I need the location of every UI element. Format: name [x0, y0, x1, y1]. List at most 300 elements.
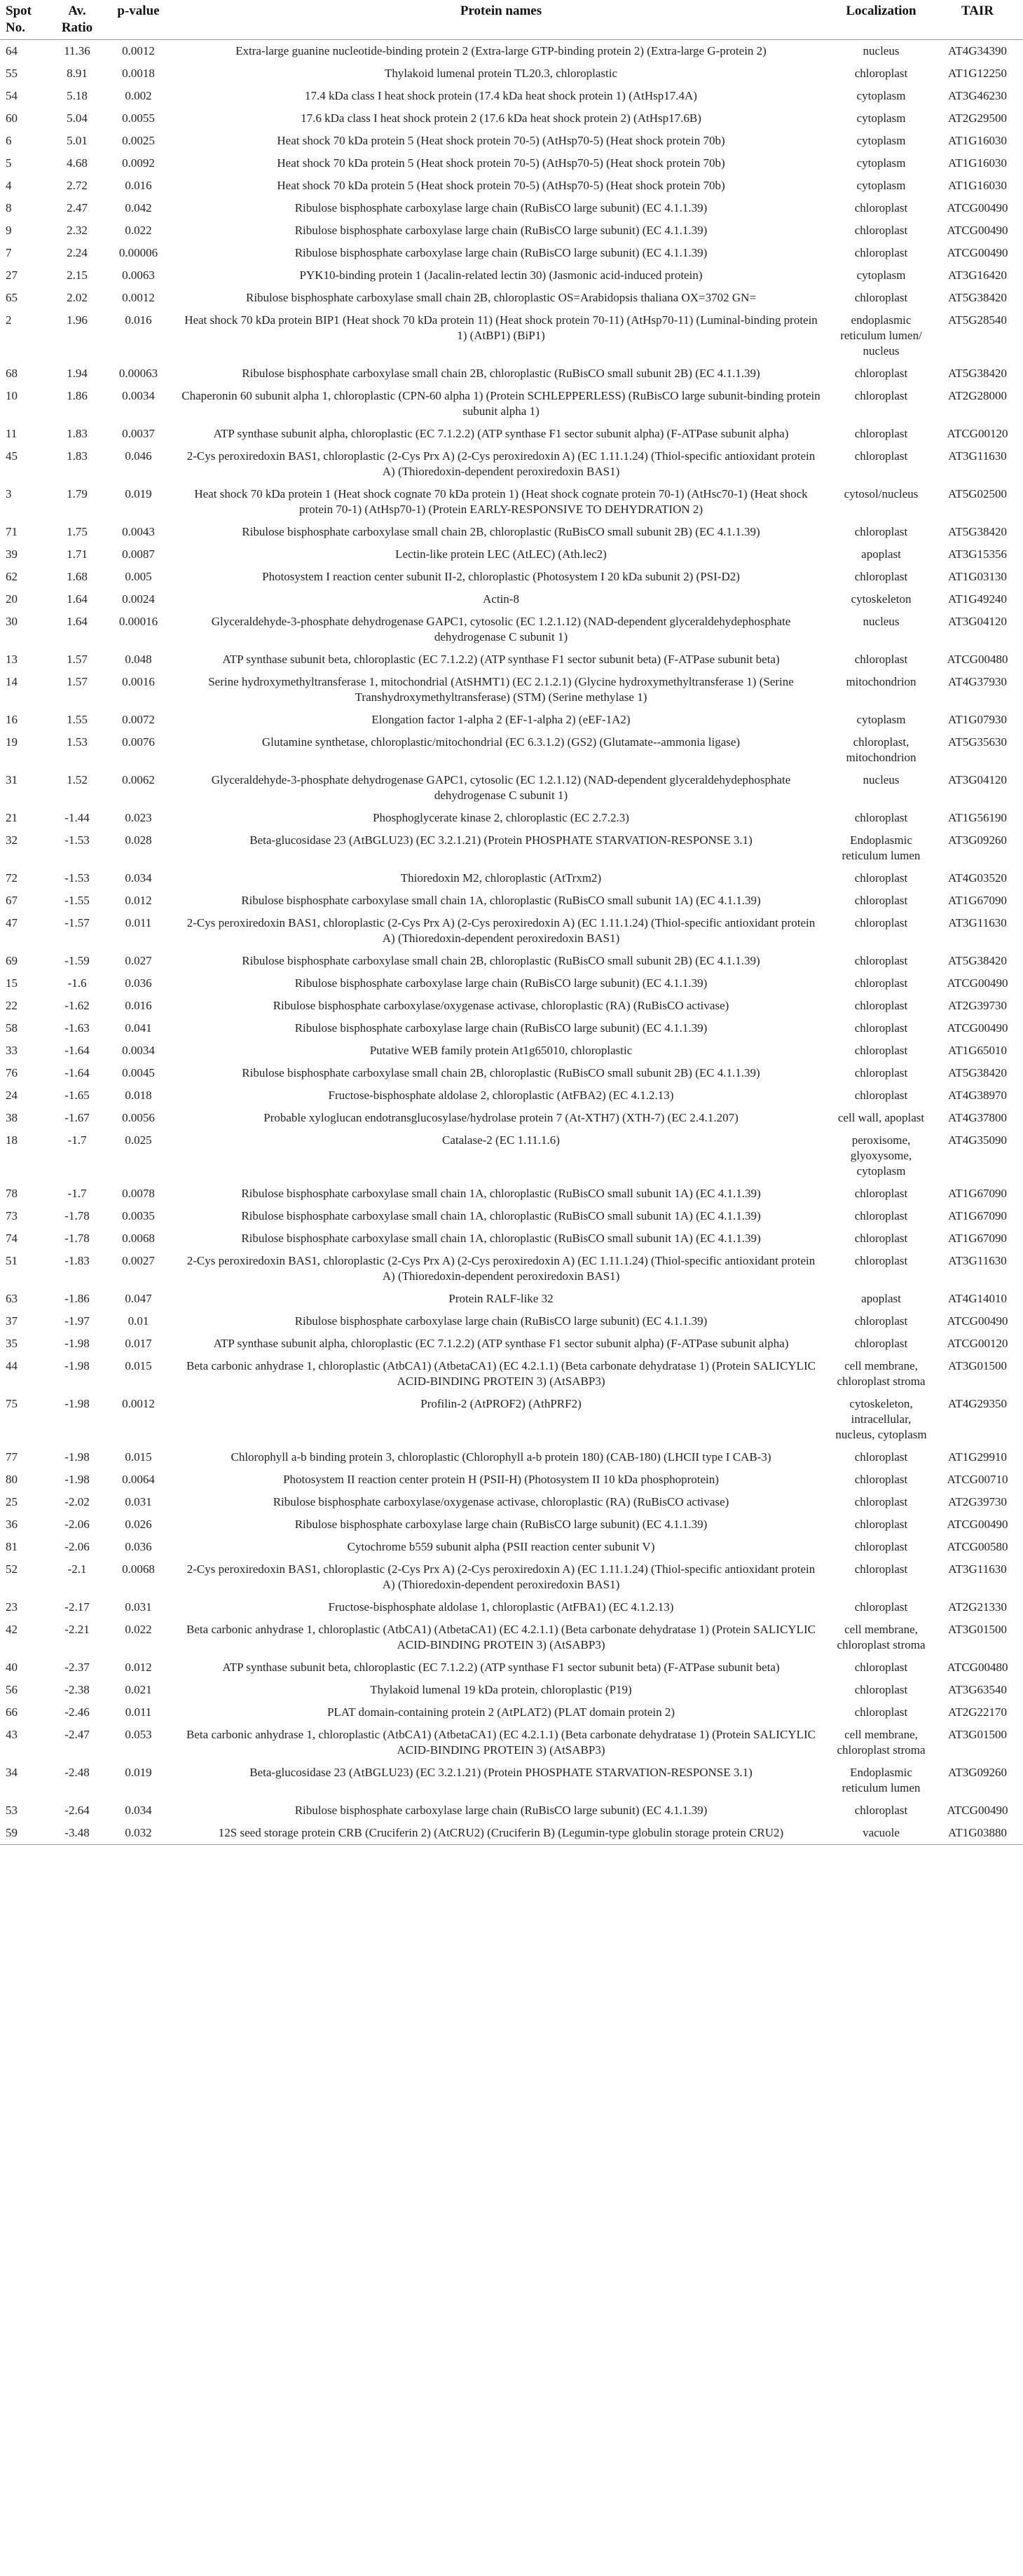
- table-row: [0, 1310, 1023, 1333]
- table-row: [0, 566, 1023, 588]
- cell-protein-name: Ribulose bisphosphate carboxylase large chain (RuBisCO large subunit) (EC 4.1.1.39): [294, 1804, 708, 1817]
- cell-p-value: 0.0045: [122, 1066, 155, 1079]
- cell-p-value: 0.0034: [122, 389, 155, 402]
- cell-p-value: 0.0068: [122, 1232, 155, 1245]
- table-row: [0, 1596, 1023, 1618]
- cell-av-ratio: 2.47: [67, 201, 88, 214]
- cell-p-value: 0.022: [125, 1623, 152, 1636]
- cell-tair: AT1G16030: [947, 156, 1008, 170]
- cell-tair: ATCG00490: [947, 224, 1008, 237]
- cell-av-ratio: 1.68: [67, 570, 88, 583]
- cell-av-ratio: -2.37: [64, 1661, 90, 1674]
- cell-protein-name: Heat shock 70 kDa protein 5 (Heat shock protein 70-5) (AtHsp70-5) (Heat shock protein 70b): [277, 134, 725, 147]
- cell-p-value: 0.011: [125, 1705, 152, 1719]
- cell-protein-name: Ribulose bisphosphate carboxylase small chain 2B, chloroplastic (RuBisCO small subunit 2B) (EC 4.1.1.39): [242, 525, 760, 538]
- cell-p-value: 0.016: [125, 179, 152, 192]
- cell-av-ratio: 2.72: [67, 179, 88, 192]
- table-row: [0, 1822, 1023, 1845]
- cell-tair: AT3G63540: [947, 1683, 1008, 1696]
- cell-tair: AT3G09260: [947, 833, 1008, 847]
- cell-p-value: 0.0012: [122, 291, 155, 304]
- cell-av-ratio: 2.15: [67, 268, 88, 282]
- cell-spot-no: 65: [6, 291, 18, 304]
- cell-protein-name: Protein RALF-like 32: [448, 1292, 554, 1305]
- cell-localization: chloroplast: [854, 1450, 908, 1464]
- table-row: [0, 769, 1023, 807]
- cell-protein-name: Beta carbonic anhydrase 1, chloroplastic (AtbCA1) (AtbetaCA1) (EC 4.2.1.1) (Beta carbonate dehydratase 1) (Protein SALICYLIC ACID-BINDING PROTEIN 3) (AtSABP3): [186, 1728, 816, 1757]
- cell-tair: AT4G03520: [947, 871, 1008, 885]
- cell-spot-no: 60: [6, 111, 18, 125]
- cell-av-ratio: 5.18: [67, 89, 88, 102]
- table-row: [0, 1761, 1023, 1799]
- cell-p-value: 0.0056: [122, 1111, 155, 1124]
- cell-protein-name: ATP synthase subunit alpha, chloroplastic (EC 7.1.2.2) (ATP synthase F1 sector subunit alpha) (F-ATPase subunit alpha): [213, 427, 789, 440]
- cell-protein-name: Ribulose bisphosphate carboxylase/oxygenase activase, chloroplastic (RA) (RuBisCO activase): [273, 1495, 729, 1508]
- cell-localization: chloroplast: [854, 201, 908, 214]
- cell-localization: chloroplast: [854, 525, 908, 538]
- cell-p-value: 0.0034: [122, 1044, 155, 1057]
- cell-p-value: 0.0035: [122, 1209, 155, 1222]
- cell-protein-name: Ribulose bisphosphate carboxylase small chain 2B, chloroplastic OS=Arabidopsis thaliana OX=3702 GN=: [245, 291, 756, 304]
- cell-spot-no: 15: [6, 976, 18, 990]
- cell-localization: cytoplasm: [856, 713, 906, 726]
- table-row: [0, 385, 1023, 423]
- cell-p-value: 0.016: [125, 313, 152, 327]
- cell-tair: AT3G11630: [948, 449, 1007, 463]
- cell-protein-name: Profilin-2 (AtPROF2) (AthPRF2): [420, 1397, 582, 1410]
- cell-localization: chloroplast: [854, 1187, 908, 1200]
- table-header: [0, 3, 1023, 40]
- cell-av-ratio: -1.98: [64, 1337, 90, 1350]
- cell-av-ratio: -2.02: [64, 1495, 90, 1508]
- cell-p-value: 0.0018: [122, 67, 155, 80]
- cell-p-value: 0.0012: [122, 1397, 155, 1410]
- cell-protein-name: Ribulose bisphosphate carboxylase small chain 1A, chloroplastic (RuBisCO small subunit 1A) (EC 4.1.1.39): [241, 1209, 761, 1222]
- cell-localization: chloroplast: [854, 916, 908, 929]
- cell-tair: AT3G46230: [947, 89, 1008, 102]
- cell-tair: AT1G67090: [947, 1187, 1008, 1200]
- cell-localization: chloroplast: [854, 1066, 908, 1079]
- cell-protein-name: Ribulose bisphosphate carboxylase small chain 2B, chloroplastic (RuBisCO small subunit 2B) (EC 4.1.1.39): [242, 1066, 760, 1079]
- cell-tair: AT4G34390: [947, 44, 1008, 57]
- cell-protein-name: Heat shock 70 kDa protein 1 (Heat shock cognate 70 kDa protein 1) (Heat shock cognate protein 70-1) (AtHsc70-1) (Heat shock protein 70-1) (AtHsp70-1) (Protein EARLY-RESPONSIVE TO DEHYDRATION 2): [194, 487, 808, 516]
- table-row: [0, 175, 1023, 197]
- cell-p-value: 0.0027: [122, 1254, 155, 1267]
- cell-protein-name: Thylakoid lumenal protein TL20.3, chloroplastic: [384, 67, 618, 80]
- cell-localization: chloroplast: [854, 1518, 908, 1531]
- cell-protein-name: 2-Cys peroxiredoxin BAS1, chloroplastic (2-Cys Prx A) (2-Cys peroxiredoxin A) (EC 1.11.1.24) (Thiol-specific antioxidant protein A) (Thioredoxin-dependent peroxiredoxin BAS1): [186, 1254, 816, 1283]
- cell-localization: chloroplast: [854, 246, 908, 259]
- header-localization: Localization: [846, 4, 916, 18]
- table-row: [0, 709, 1023, 731]
- cell-spot-no: 54: [6, 89, 18, 102]
- cell-protein-name: Beta carbonic anhydrase 1, chloroplastic (AtbCA1) (AtbetaCA1) (EC 4.2.1.1) (Beta carbonate dehydratase 1) (Protein SALICYLIC ACID-BINDING PROTEIN 3) (AtSABP3): [186, 1623, 816, 1651]
- table-row: [0, 264, 1023, 287]
- cell-tair: AT3G15356: [947, 547, 1008, 561]
- cell-spot-no: 56: [6, 1683, 18, 1696]
- cell-tair: ATCG00120: [947, 427, 1008, 440]
- cell-p-value: 0.046: [125, 449, 152, 463]
- cell-protein-name: Ribulose bisphosphate carboxylase large chain (RuBisCO large subunit) (EC 4.1.1.39): [294, 1518, 708, 1531]
- cell-av-ratio: 11.36: [64, 44, 90, 57]
- cell-spot-no: 27: [6, 268, 18, 282]
- header-protein-names: Protein names: [460, 4, 542, 18]
- cell-p-value: 0.017: [125, 1337, 152, 1350]
- cell-localization: chloroplast: [854, 999, 908, 1012]
- cell-tair: ATCG00490: [947, 1021, 1008, 1035]
- table-row: [0, 242, 1023, 264]
- cell-p-value: 0.032: [125, 1826, 152, 1839]
- cell-tair: AT1G29910: [947, 1450, 1008, 1464]
- cell-localization: peroxisome, glyoxysome, cytoplasm: [850, 1133, 912, 1178]
- cell-tair: AT4G37930: [947, 675, 1008, 688]
- cell-tair: ATCG00490: [947, 976, 1008, 990]
- protein-table: [0, 3, 1023, 1845]
- cell-protein-name: Ribulose bisphosphate carboxylase large chain (RuBisCO large subunit) (EC 4.1.1.39): [294, 224, 708, 237]
- table-row: [0, 1656, 1023, 1679]
- cell-p-value: 0.018: [125, 1089, 152, 1102]
- cell-spot-no: 76: [6, 1066, 18, 1079]
- cell-av-ratio: -1.59: [64, 954, 90, 967]
- cell-localization: cytoskeleton, intracellular, nucleus, cytoplasm: [835, 1397, 927, 1441]
- cell-spot-no: 53: [6, 1804, 18, 1817]
- cell-tair: AT1G67090: [947, 894, 1008, 907]
- cell-protein-name: Ribulose bisphosphate carboxylase small chain 2B, chloroplastic (RuBisCO small subunit 2B) (EC 4.1.1.39): [242, 367, 760, 380]
- cell-p-value: 0.0078: [122, 1187, 155, 1200]
- table-row: [0, 1227, 1023, 1250]
- table-row: [0, 731, 1023, 769]
- cell-tair: ATCG00490: [947, 1518, 1008, 1531]
- cell-protein-name: Ribulose bisphosphate carboxylase large chain (RuBisCO large subunit) (EC 4.1.1.39): [294, 246, 708, 259]
- cell-tair: AT1G65010: [947, 1044, 1008, 1057]
- cell-localization: chloroplast: [854, 1089, 908, 1102]
- table-row: [0, 1084, 1023, 1107]
- cell-av-ratio: -1.97: [64, 1314, 90, 1328]
- cell-protein-name: 17.4 kDa class I heat shock protein (17.4 kDa heat shock protein 1) (AtHsp17.4A): [305, 89, 697, 102]
- cell-p-value: 0.025: [125, 1133, 152, 1147]
- cell-spot-no: 67: [6, 894, 18, 907]
- cell-tair: AT3G04120: [947, 773, 1008, 786]
- cell-av-ratio: -1.53: [64, 871, 90, 885]
- cell-spot-no: 34: [6, 1766, 18, 1779]
- cell-p-value: 0.0024: [122, 592, 155, 606]
- table-row: [0, 309, 1023, 362]
- cell-spot-no: 33: [6, 1044, 18, 1057]
- cell-av-ratio: -1.53: [64, 833, 90, 847]
- table-row: [0, 85, 1023, 107]
- table-row: [0, 130, 1023, 152]
- cell-tair: AT5G38420: [947, 367, 1008, 380]
- cell-p-value: 0.0062: [122, 773, 155, 786]
- cell-protein-name: Thioredoxin M2, chloroplastic (AtTrxm2): [400, 871, 602, 885]
- cell-spot-no: 8: [6, 201, 12, 214]
- cell-av-ratio: 4.68: [67, 156, 88, 170]
- cell-localization: Endoplasmic reticulum lumen: [842, 833, 921, 862]
- table-row: [0, 287, 1023, 309]
- cell-tair: AT1G03880: [947, 1826, 1008, 1839]
- cell-localization: apoplast: [861, 547, 901, 561]
- cell-tair: AT4G37800: [947, 1111, 1008, 1124]
- cell-protein-name: Phosphoglycerate kinase 2, chloroplastic (EC 2.7.2.3): [373, 811, 629, 824]
- cell-p-value: 0.0087: [122, 547, 155, 561]
- table-row: [0, 1129, 1023, 1183]
- cell-av-ratio: -1.55: [64, 894, 90, 907]
- cell-localization: chloroplast: [854, 1705, 908, 1719]
- table-row: [0, 671, 1023, 709]
- cell-av-ratio: 1.64: [67, 615, 88, 628]
- cell-tair: AT4G14010: [947, 1292, 1008, 1305]
- cell-av-ratio: -1.63: [64, 1021, 90, 1035]
- cell-av-ratio: 1.94: [67, 367, 88, 380]
- cell-spot-no: 69: [6, 954, 18, 967]
- cell-p-value: 0.031: [125, 1495, 152, 1508]
- cell-spot-no: 58: [6, 1021, 18, 1035]
- cell-spot-no: 22: [6, 999, 18, 1012]
- cell-p-value: 0.026: [125, 1518, 152, 1531]
- cell-tair: AT3G16420: [947, 268, 1008, 282]
- cell-av-ratio: -2.1: [67, 1562, 87, 1576]
- cell-av-ratio: -1.98: [64, 1450, 90, 1464]
- cell-av-ratio: -1.64: [64, 1066, 90, 1079]
- cell-av-ratio: 8.91: [67, 67, 88, 80]
- cell-localization: chloroplast: [854, 1473, 908, 1486]
- cell-protein-name: PLAT domain-containing protein 2 (AtPLAT2) (PLAT domain protein 2): [327, 1705, 675, 1719]
- table-row: [0, 197, 1023, 219]
- cell-av-ratio: 1.55: [67, 713, 88, 726]
- cell-spot-no: 62: [6, 570, 18, 583]
- cell-p-value: 0.0092: [122, 156, 155, 170]
- table-row: [0, 950, 1023, 972]
- cell-tair: AT5G38420: [947, 291, 1008, 304]
- table-row: [0, 219, 1023, 242]
- cell-protein-name: Fructose-bisphosphate aldolase 1, chloroplastic (AtFBA1) (EC 4.1.2.13): [328, 1600, 674, 1614]
- header-p-value: p-value: [117, 4, 160, 18]
- cell-tair: AT2G29500: [947, 111, 1008, 125]
- cell-p-value: 0.022: [125, 224, 152, 237]
- cell-tair: AT5G28540: [947, 313, 1008, 327]
- cell-tair: AT1G67090: [947, 1209, 1008, 1222]
- cell-localization: cytoplasm: [856, 156, 906, 170]
- cell-localization: chloroplast: [854, 449, 908, 463]
- cell-localization: chloroplast: [854, 976, 908, 990]
- cell-av-ratio: -1.44: [64, 811, 90, 824]
- cell-tair: ATCG00480: [947, 1661, 1008, 1674]
- cell-av-ratio: 1.75: [67, 525, 88, 538]
- cell-protein-name: Ribulose bisphosphate carboxylase large chain (RuBisCO large subunit) (EC 4.1.1.39): [294, 1021, 708, 1035]
- cell-spot-no: 43: [6, 1728, 18, 1741]
- cell-av-ratio: -2.06: [64, 1540, 90, 1553]
- cell-p-value: 0.015: [125, 1359, 152, 1372]
- table-row: [0, 972, 1023, 995]
- cell-spot-no: 10: [6, 389, 18, 402]
- cell-localization: chloroplast: [854, 1314, 908, 1328]
- cell-localization: chloroplast: [854, 1495, 908, 1508]
- cell-p-value: 0.027: [125, 954, 152, 967]
- cell-localization: apoplast: [861, 1292, 901, 1305]
- cell-spot-no: 7: [6, 246, 12, 259]
- cell-spot-no: 36: [6, 1518, 18, 1531]
- cell-p-value: 0.0076: [122, 735, 155, 749]
- cell-spot-no: 39: [6, 547, 18, 561]
- table-row: [0, 152, 1023, 175]
- cell-localization: chloroplast: [854, 653, 908, 666]
- table-body: [0, 40, 1023, 1845]
- cell-localization: chloroplast: [854, 1021, 908, 1035]
- cell-tair: AT5G02500: [947, 487, 1008, 500]
- cell-p-value: 0.0016: [122, 675, 155, 688]
- table-row: [0, 890, 1023, 912]
- cell-av-ratio: 1.57: [67, 675, 88, 688]
- cell-tair: ATCG00480: [947, 653, 1008, 666]
- cell-p-value: 0.036: [125, 1540, 152, 1553]
- cell-spot-no: 66: [6, 1705, 18, 1719]
- cell-spot-no: 32: [6, 833, 18, 847]
- cell-localization: cell wall, apoplast: [837, 1111, 925, 1124]
- cell-tair: ATCG00490: [947, 201, 1008, 214]
- cell-spot-no: 55: [6, 67, 18, 80]
- cell-localization: cell membrane, chloroplast stroma: [837, 1728, 926, 1757]
- cell-tair: AT2G39730: [947, 1495, 1008, 1508]
- cell-protein-name: Fructose-bisphosphate aldolase 2, chloroplastic (AtFBA2) (EC 4.1.2.13): [328, 1089, 674, 1102]
- cell-spot-no: 47: [6, 916, 18, 929]
- cell-protein-name: Beta carbonic anhydrase 1, chloroplastic (AtbCA1) (AtbetaCA1) (EC 4.2.1.1) (Beta carbonate dehydratase 1) (Protein SALICYLIC ACID-BINDING PROTEIN 3) (AtSABP3): [186, 1359, 816, 1388]
- table-row: [0, 912, 1023, 950]
- cell-localization: chloroplast: [854, 1254, 908, 1267]
- cell-av-ratio: -2.38: [64, 1683, 90, 1696]
- table-row: [0, 1288, 1023, 1310]
- cell-tair: AT3G04120: [947, 615, 1008, 628]
- cell-spot-no: 80: [6, 1473, 18, 1486]
- cell-av-ratio: -1.78: [64, 1232, 90, 1245]
- cell-tair: AT3G01500: [947, 1728, 1008, 1741]
- cell-spot-no: 18: [6, 1133, 18, 1147]
- cell-spot-no: 64: [6, 44, 18, 57]
- table-row: [0, 1183, 1023, 1205]
- table-row: [0, 1062, 1023, 1084]
- cell-spot-no: 23: [6, 1600, 18, 1614]
- table-row: [0, 611, 1023, 648]
- cell-localization: chloroplast: [854, 1600, 908, 1614]
- table-row: [0, 1107, 1023, 1129]
- cell-spot-no: 35: [6, 1337, 18, 1350]
- cell-tair: AT3G01500: [947, 1359, 1008, 1372]
- cell-av-ratio: -3.48: [64, 1826, 90, 1839]
- table-row: [0, 1468, 1023, 1491]
- cell-localization: Endoplasmic reticulum lumen: [842, 1766, 921, 1794]
- header-row: [0, 3, 1023, 40]
- cell-protein-name: ATP synthase subunit beta, chloroplastic (EC 7.1.2.2) (ATP synthase F1 sector subunit beta) (F-ATPase subunit beta): [222, 653, 780, 666]
- cell-protein-name: Ribulose bisphosphate carboxylase large chain (RuBisCO large subunit) (EC 4.1.1.39): [294, 1314, 708, 1328]
- cell-localization: cytoplasm: [856, 268, 906, 282]
- cell-tair: AT2G39730: [947, 999, 1008, 1012]
- table-row: [0, 1558, 1023, 1596]
- cell-p-value: 0.00016: [118, 615, 158, 628]
- cell-protein-name: Probable xyloglucan endotransglucosylase/hydrolase protein 7 (At-XTH7) (XTH-7) (EC 2.4.1.207): [263, 1111, 739, 1124]
- cell-p-value: 0.042: [125, 201, 152, 214]
- cell-av-ratio: -1.62: [64, 999, 90, 1012]
- cell-p-value: 0.011: [125, 916, 152, 929]
- cell-av-ratio: -2.64: [64, 1804, 90, 1817]
- cell-spot-no: 74: [6, 1232, 18, 1245]
- cell-spot-no: 6: [6, 134, 12, 147]
- cell-spot-no: 37: [6, 1314, 18, 1328]
- cell-p-value: 0.00006: [118, 246, 158, 259]
- cell-protein-name: Elongation factor 1-alpha 2 (EF-1-alpha 2) (eEF-1A2): [371, 713, 631, 726]
- cell-spot-no: 11: [6, 427, 18, 440]
- cell-av-ratio: -1.6: [67, 976, 87, 990]
- cell-spot-no: 81: [6, 1540, 18, 1553]
- cell-p-value: 0.00063: [118, 367, 158, 380]
- table-row: [0, 1040, 1023, 1062]
- cell-protein-name: 17.6 kDa class I heat shock protein 2 (17.6 kDa heat shock protein 2) (AtHsp17.6B): [301, 111, 701, 125]
- cell-av-ratio: 5.01: [67, 134, 88, 147]
- table-row: [0, 1799, 1023, 1822]
- table-row: [0, 829, 1023, 867]
- cell-av-ratio: 1.52: [67, 773, 88, 786]
- cell-tair: AT1G56190: [947, 811, 1008, 824]
- cell-tair: AT3G11630: [948, 1254, 1007, 1267]
- cell-protein-name: Beta-glucosidase 23 (AtBGLU23) (EC 3.2.1.21) (Protein PHOSPHATE STARVATION-RESPONSE 3.1): [249, 1766, 753, 1779]
- cell-av-ratio: -1.65: [64, 1089, 90, 1102]
- table-row: [0, 521, 1023, 543]
- cell-tair: ATCG00120: [947, 1337, 1008, 1350]
- cell-tair: AT1G07930: [947, 713, 1008, 726]
- cell-localization: chloroplast: [854, 291, 908, 304]
- cell-protein-name: 2-Cys peroxiredoxin BAS1, chloroplastic (2-Cys Prx A) (2-Cys peroxiredoxin A) (EC 1.11.1.24) (Thiol-specific antioxidant protein A) (Thioredoxin-dependent peroxiredoxin BAS1): [186, 449, 816, 478]
- cell-tair: AT1G49240: [947, 592, 1008, 606]
- cell-spot-no: 77: [6, 1450, 18, 1464]
- cell-protein-name: Chaperonin 60 subunit alpha 1, chloroplastic (CPN-60 alpha 1) (Protein SCHLEPPERLESS) (RuBisCO large subunit-binding protein subunit alpha 1): [181, 389, 821, 418]
- cell-spot-no: 3: [6, 487, 12, 500]
- cell-localization: chloroplast: [854, 367, 908, 380]
- cell-localization: nucleus: [863, 773, 900, 786]
- cell-protein-name: 2-Cys peroxiredoxin BAS1, chloroplastic (2-Cys Prx A) (2-Cys peroxiredoxin A) (EC 1.11.1.24) (Thiol-specific antioxidant protein A) (Thioredoxin-dependent peroxiredoxin BAS1): [186, 1562, 816, 1591]
- cell-protein-name: Ribulose bisphosphate carboxylase large chain (RuBisCO large subunit) (EC 4.1.1.39): [294, 976, 708, 990]
- cell-av-ratio: -1.83: [64, 1254, 90, 1267]
- cell-protein-name: Thylakoid lumenal 19 kDa protein, chloroplastic (P19): [370, 1683, 632, 1696]
- cell-tair: AT2G21330: [947, 1600, 1008, 1614]
- cell-localization: cytoplasm: [856, 89, 906, 102]
- cell-tair: ATCG00490: [947, 246, 1008, 259]
- cell-p-value: 0.0063: [122, 268, 155, 282]
- table-row: [0, 1333, 1023, 1355]
- cell-av-ratio: -1.7: [67, 1187, 87, 1200]
- cell-tair: AT5G38420: [947, 954, 1008, 967]
- cell-localization: nucleus: [863, 44, 900, 57]
- cell-av-ratio: -1.78: [64, 1209, 90, 1222]
- cell-localization: endoplasmic reticulum lumen/ nucleus: [840, 313, 922, 357]
- cell-protein-name: Ribulose bisphosphate carboxylase small chain 1A, chloroplastic (RuBisCO small subunit 1A) (EC 4.1.1.39): [241, 1232, 761, 1245]
- cell-protein-name: 2-Cys peroxiredoxin BAS1, chloroplastic (2-Cys Prx A) (2-Cys peroxiredoxin A) (EC 1.11.1.24) (Thiol-specific antioxidant protein A) (Thioredoxin-dependent peroxiredoxin BAS1): [186, 916, 816, 945]
- cell-localization: chloroplast: [854, 1562, 908, 1576]
- cell-localization: chloroplast: [854, 1209, 908, 1222]
- cell-p-value: 0.028: [125, 833, 152, 847]
- cell-localization: cytosol/nucleus: [844, 487, 919, 500]
- cell-localization: chloroplast: [854, 811, 908, 824]
- cell-localization: cytoskeleton: [851, 592, 912, 606]
- cell-localization: cell membrane, chloroplast stroma: [837, 1623, 926, 1651]
- cell-protein-name: Putative WEB family protein At1g65010, chloroplastic: [369, 1044, 633, 1057]
- cell-av-ratio: 1.83: [67, 449, 88, 463]
- table-row: [0, 995, 1023, 1017]
- cell-protein-name: Photosystem I reaction center subunit II-2, chloroplastic (Photosystem I 20 kDa subunit 2) (PSI-D2): [262, 570, 740, 583]
- cell-protein-name: Catalase-2 (EC 1.11.1.6): [442, 1133, 560, 1147]
- cell-spot-no: 30: [6, 615, 18, 628]
- cell-spot-no: 5: [6, 156, 12, 170]
- cell-localization: chloroplast: [854, 1232, 908, 1245]
- table-row: [0, 1536, 1023, 1558]
- header-av-ratio: Av. Ratio: [61, 4, 93, 35]
